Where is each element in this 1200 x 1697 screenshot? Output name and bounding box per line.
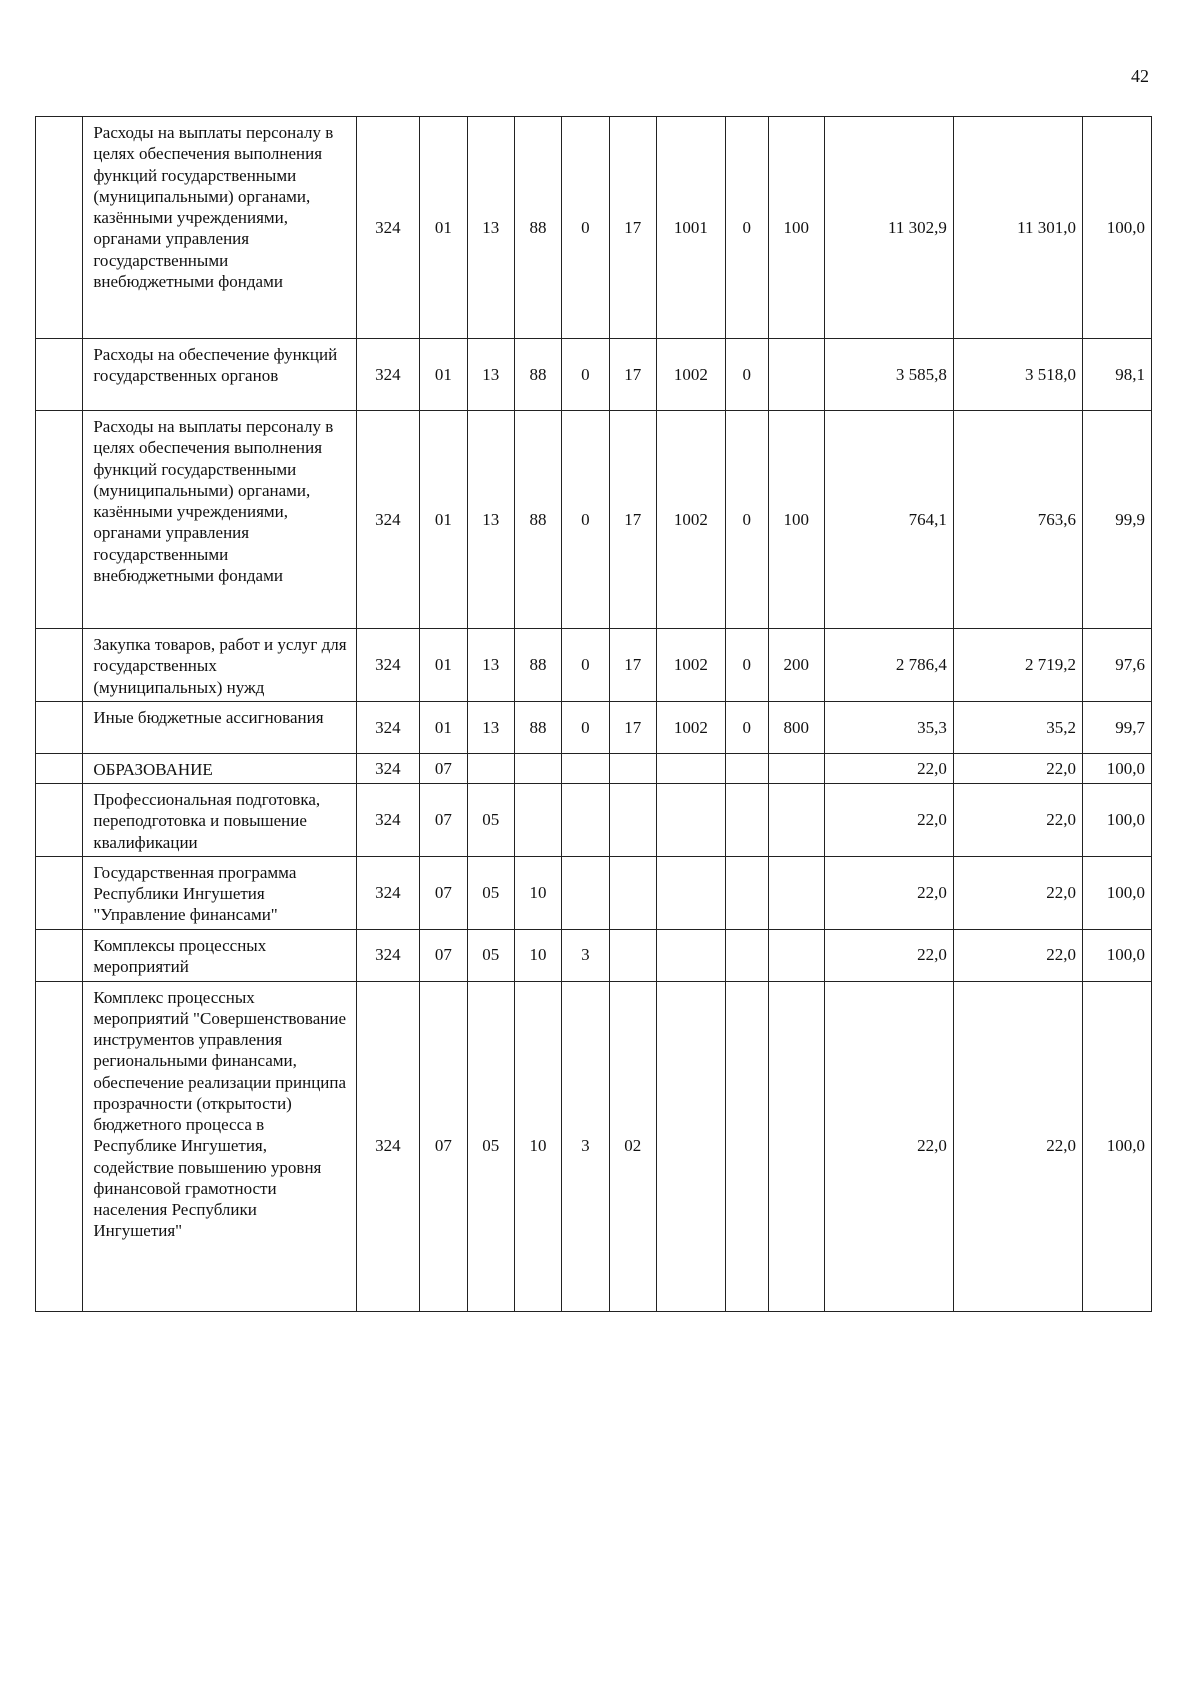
expense-name-cell	[83, 753, 356, 783]
extra-code-cell: 0	[725, 339, 768, 411]
row-number-cell	[36, 753, 83, 783]
table-row	[36, 701, 1152, 753]
event-code-cell	[609, 929, 656, 981]
subprogram-code-cell: 0	[562, 411, 609, 629]
table-row	[36, 629, 1152, 702]
subprogram-code-cell: 0	[562, 117, 609, 339]
expense-name-cell	[83, 929, 356, 981]
expense-name-cell	[83, 339, 356, 411]
row-number-cell	[36, 856, 83, 929]
section-code-cell: 07	[420, 784, 467, 857]
page-number: 42	[1131, 66, 1149, 86]
section-code-cell: 07	[420, 981, 467, 1311]
plan-amount-cell: 22,0	[824, 753, 953, 783]
expense-name: Расходы на выплаты персоналу в целях обеспечения выполнения функций государственными (муниципальными) органами, казёнными учреждениями, органами управления государственными внебюджетными фондами	[93, 123, 334, 291]
chapter-code-cell: 324	[356, 929, 419, 981]
row-number-cell	[36, 701, 83, 753]
expense-type-code-cell	[768, 856, 824, 929]
plan-amount-cell: 22,0	[824, 981, 953, 1311]
fact-amount-cell: 22,0	[953, 981, 1082, 1311]
table-row	[36, 981, 1152, 1311]
subsection-code-cell	[467, 753, 514, 783]
plan-amount-cell: 11 302,9	[824, 117, 953, 339]
subprogram-code-cell	[562, 856, 609, 929]
row-number-cell	[36, 339, 83, 411]
row-number-cell	[36, 929, 83, 981]
expense-name-cell	[83, 629, 356, 702]
plan-amount-cell: 2 786,4	[824, 629, 953, 702]
chapter-code-cell: 324	[356, 753, 419, 783]
direction-code-cell	[656, 929, 725, 981]
row-number-cell	[36, 629, 83, 702]
direction-code-cell	[656, 981, 725, 1311]
row-number-cell	[36, 411, 83, 629]
plan-amount-cell: 35,3	[824, 701, 953, 753]
extra-code-cell: 0	[725, 411, 768, 629]
subsection-code-cell: 13	[467, 117, 514, 339]
extra-code-cell: 0	[725, 701, 768, 753]
plan-amount-cell: 22,0	[824, 784, 953, 857]
event-code-cell	[609, 784, 656, 857]
extra-code-cell	[725, 856, 768, 929]
program-code-cell	[514, 753, 561, 783]
expense-type-code-cell: 100	[768, 117, 824, 339]
event-code-cell	[609, 753, 656, 783]
subsection-code-cell: 05	[467, 929, 514, 981]
percent-amount-cell: 98,1	[1083, 339, 1152, 411]
subprogram-code-cell: 0	[562, 629, 609, 702]
expense-type-code-cell	[768, 753, 824, 783]
percent-amount-cell: 100,0	[1083, 981, 1152, 1311]
plan-amount-cell: 3 585,8	[824, 339, 953, 411]
chapter-code-cell: 324	[356, 411, 419, 629]
fact-amount-cell: 3 518,0	[953, 339, 1082, 411]
subsection-code-cell: 13	[467, 339, 514, 411]
expense-type-code-cell	[768, 339, 824, 411]
plan-amount-cell: 764,1	[824, 411, 953, 629]
program-code-cell	[514, 784, 561, 857]
subprogram-code-cell	[562, 784, 609, 857]
expense-name: Иные бюджетные ассигнования	[93, 707, 324, 727]
table-row	[36, 411, 1152, 629]
table-row	[36, 339, 1152, 411]
event-code-cell: 02	[609, 981, 656, 1311]
section-code-cell: 07	[420, 929, 467, 981]
plan-amount-cell: 22,0	[824, 856, 953, 929]
extra-code-cell	[725, 981, 768, 1311]
direction-code-cell: 1001	[656, 117, 725, 339]
expense-name-cell	[83, 117, 356, 339]
extra-code-cell	[725, 929, 768, 981]
table-row	[36, 117, 1152, 339]
fact-amount-cell: 22,0	[953, 784, 1082, 857]
table-row	[36, 784, 1152, 857]
expense-name: Расходы на обеспечение функций государственных органов	[93, 345, 338, 386]
section-code-cell: 01	[420, 411, 467, 629]
expense-name-cell	[83, 784, 356, 857]
event-code-cell: 17	[609, 411, 656, 629]
percent-amount-cell: 100,0	[1083, 117, 1152, 339]
chapter-code-cell: 324	[356, 339, 419, 411]
subsection-code-cell: 05	[467, 784, 514, 857]
percent-amount-cell: 97,6	[1083, 629, 1152, 702]
percent-amount-cell: 100,0	[1083, 929, 1152, 981]
chapter-code-cell: 324	[356, 784, 419, 857]
expense-name-cell	[83, 701, 356, 753]
subsection-code-cell: 05	[467, 981, 514, 1311]
section-code-cell: 07	[420, 856, 467, 929]
chapter-code-cell: 324	[356, 981, 419, 1311]
subprogram-code-cell: 0	[562, 701, 609, 753]
row-number-cell	[36, 784, 83, 857]
extra-code-cell	[725, 784, 768, 857]
expense-name: Комплекс процессных мероприятий "Совершенствование инструментов управления региональными финансами, обеспечение реализации принципа прозрачности (открытости) бюджетного процесса в Республике Ингушетия, содействие повышению уровня финансовой грамотности населения Республики Ингушетия"	[93, 987, 347, 1241]
row-number-cell	[36, 117, 83, 339]
percent-amount-cell: 100,0	[1083, 753, 1152, 783]
row-number-cell	[36, 981, 83, 1311]
expense-type-code-cell: 200	[768, 629, 824, 702]
section-code-cell: 01	[420, 117, 467, 339]
program-code-cell: 88	[514, 411, 561, 629]
fact-amount-cell: 22,0	[953, 929, 1082, 981]
percent-amount-cell: 99,9	[1083, 411, 1152, 629]
table-row	[36, 929, 1152, 981]
expense-name: Государственная программа Республики Ингушетия "Управление финансами"	[93, 862, 297, 925]
expense-type-code-cell: 800	[768, 701, 824, 753]
program-code-cell: 88	[514, 117, 561, 339]
expense-name: Профессиональная подготовка, переподготовка и повышение квалификации	[93, 790, 321, 852]
subsection-code-cell: 05	[467, 856, 514, 929]
direction-code-cell: 1002	[656, 411, 725, 629]
plan-amount-cell: 22,0	[824, 929, 953, 981]
expense-name-cell	[83, 856, 356, 929]
section-code-cell: 01	[420, 339, 467, 411]
budget-table	[35, 116, 1152, 1312]
program-code-cell: 10	[514, 856, 561, 929]
direction-code-cell: 1002	[656, 339, 725, 411]
program-code-cell: 88	[514, 701, 561, 753]
section-code-cell: 07	[420, 753, 467, 783]
section-code-cell: 01	[420, 701, 467, 753]
subprogram-code-cell	[562, 753, 609, 783]
program-code-cell: 88	[514, 629, 561, 702]
direction-code-cell	[656, 856, 725, 929]
subprogram-code-cell: 0	[562, 339, 609, 411]
event-code-cell: 17	[609, 117, 656, 339]
section-code-cell: 01	[420, 629, 467, 702]
subprogram-code-cell: 3	[562, 981, 609, 1311]
extra-code-cell: 0	[725, 629, 768, 702]
fact-amount-cell: 2 719,2	[953, 629, 1082, 702]
chapter-code-cell: 324	[356, 117, 419, 339]
table-row	[36, 856, 1152, 929]
percent-amount-cell: 100,0	[1083, 856, 1152, 929]
subsection-code-cell: 13	[467, 411, 514, 629]
direction-code-cell	[656, 753, 725, 783]
fact-amount-cell: 763,6	[953, 411, 1082, 629]
subsection-code-cell: 13	[467, 629, 514, 702]
expense-name: ОБРАЗОВАНИЕ	[93, 759, 213, 779]
expense-type-code-cell: 100	[768, 411, 824, 629]
expense-type-code-cell	[768, 929, 824, 981]
direction-code-cell: 1002	[656, 629, 725, 702]
direction-code-cell	[656, 784, 725, 857]
expense-name: Расходы на выплаты персоналу в целях обеспечения выполнения функций государственными (муниципальными) органами, казёнными учреждениями, органами управления государственными внебюджетными фондами	[93, 417, 334, 585]
subprogram-code-cell: 3	[562, 929, 609, 981]
event-code-cell	[609, 856, 656, 929]
program-code-cell: 10	[514, 981, 561, 1311]
expense-type-code-cell	[768, 784, 824, 857]
expense-name: Закупка товаров, работ и услуг для государственных (муниципальных) нужд	[93, 635, 347, 697]
expense-name-cell	[83, 411, 356, 629]
event-code-cell: 17	[609, 629, 656, 702]
extra-code-cell: 0	[725, 117, 768, 339]
fact-amount-cell: 22,0	[953, 856, 1082, 929]
chapter-code-cell: 324	[356, 701, 419, 753]
expense-name: Комплексы процессных мероприятий	[93, 935, 267, 976]
direction-code-cell: 1002	[656, 701, 725, 753]
extra-code-cell	[725, 753, 768, 783]
program-code-cell: 10	[514, 929, 561, 981]
expense-name-cell	[83, 981, 356, 1311]
subsection-code-cell: 13	[467, 701, 514, 753]
event-code-cell: 17	[609, 701, 656, 753]
event-code-cell: 17	[609, 339, 656, 411]
expense-type-code-cell	[768, 981, 824, 1311]
percent-amount-cell: 100,0	[1083, 784, 1152, 857]
table-row	[36, 753, 1152, 783]
program-code-cell: 88	[514, 339, 561, 411]
fact-amount-cell: 22,0	[953, 753, 1082, 783]
percent-amount-cell: 99,7	[1083, 701, 1152, 753]
chapter-code-cell: 324	[356, 629, 419, 702]
chapter-code-cell: 324	[356, 856, 419, 929]
fact-amount-cell: 11 301,0	[953, 117, 1082, 339]
fact-amount-cell: 35,2	[953, 701, 1082, 753]
